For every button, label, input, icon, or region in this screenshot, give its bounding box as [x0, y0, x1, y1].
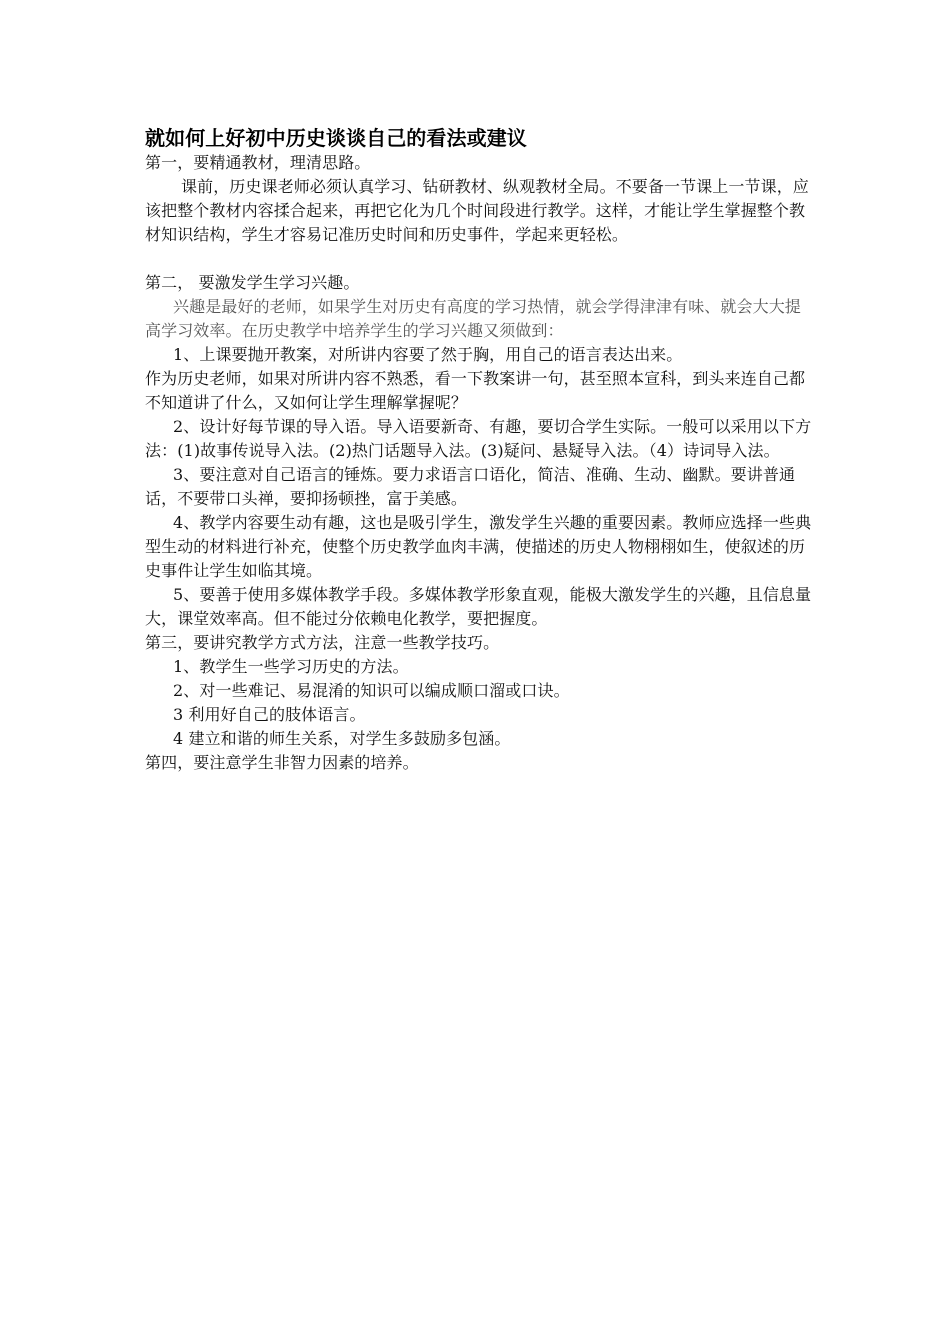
section2-heading: 第二， 要激发学生学习兴趣。 [145, 273, 360, 292]
section3-item2: 2、对一些难记、易混淆的知识可以编成顺口溜或口诀。 [173, 681, 570, 700]
page-title: 就如何上好初中历史谈谈自己的看法或建议 [145, 126, 527, 150]
section4-heading: 第四，要注意学生非智力因素的培养。 [145, 753, 419, 772]
section2-item5: 5、要善于使用多媒体教学手段。多媒体教学形象直观，能极大激发学生的兴趣，且信息量大，课堂效率高。但不能过分依赖电化教学，要把握度。 [145, 585, 812, 628]
section3-item3: 3 利用好自己的肢体语言。 [173, 705, 366, 724]
section2-item4: 4、教学内容要生动有趣，这也是吸引学生，激发学生兴趣的重要因素。教师应选择一些典型生动的材料进行补充，使整个历史教学血肉丰满，使描述的历史人物栩栩如生，使叙述的历史事件让学生如临其境。 [145, 513, 812, 580]
section2-item2: 2、设计好每节课的导入语。导入语要新奇、有趣，要切合学生实际。一般可以采用以下方法：(1)故事传说导入法。(2)热门话题导入法。(3)疑问、悬疑导入法。（4）诗词导入法。 [145, 417, 812, 460]
section2-item1-body: 作为历史老师，如果对所讲内容不熟悉，看一下教案讲一句，甚至照本宣科，到头来连自己都不知道讲了什么，又如何让学生理解掌握呢？ [145, 369, 806, 412]
blank-line [145, 247, 815, 271]
section2-intro: 兴趣是最好的老师，如果学生对历史有高度的学习热情，就会学得津津有味、就会大大提高学习效率。在历史教学中培养学生的学习兴趣又须做到： [145, 297, 801, 340]
section2-item1-line: 1、上课要抛开教案，对所讲内容要了然于胸，用自己的语言表达出来。 [173, 345, 683, 364]
section3-heading: 第三，要讲究教学方式方法，注意一些教学技巧。 [145, 633, 500, 652]
section3-item1: 1、教学生一些学习历史的方法。 [173, 657, 409, 676]
section1-heading: 第一，要精通教材，理清思路。 [145, 153, 371, 172]
section2-item3: 3、要注意对自己语言的锤炼。要力求语言口语化，简洁、准确、生动、幽默。要讲普通话，不要带口头禅，要抑扬顿挫，富于美感。 [145, 465, 796, 508]
section3-item4: 4 建立和谐的师生关系，对学生多鼓励多包涵。 [173, 729, 511, 748]
section1-paragraph: 课前，历史课老师必须认真学习、钻研教材、纵观教材全局。不要备一节课上一节课，应该把整个教材内容揉合起来，再把它化为几个时间段进行教学。这样，才能让学生掌握整个教材知识结构，学生才容易记准历史时间和历史事件，学起来更轻松。 [145, 177, 809, 244]
document-body [145, 125, 815, 775]
